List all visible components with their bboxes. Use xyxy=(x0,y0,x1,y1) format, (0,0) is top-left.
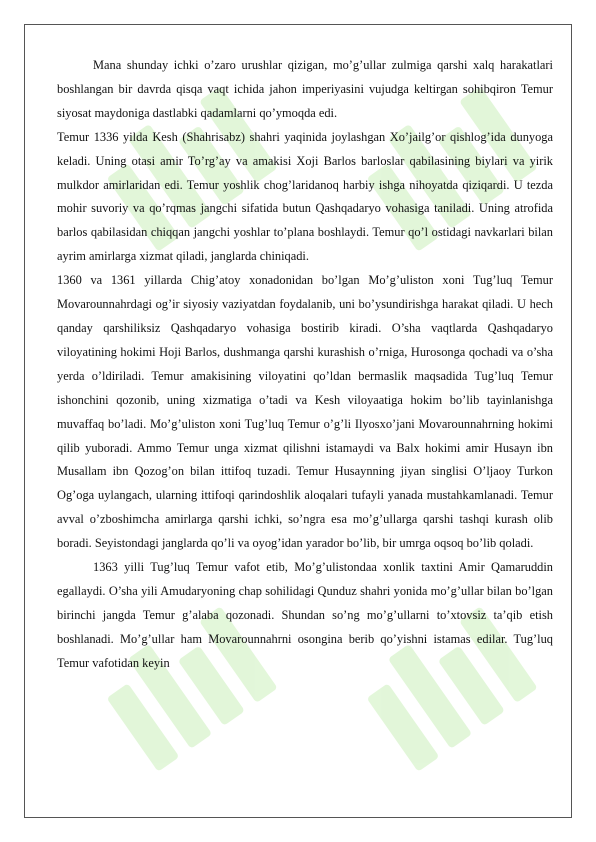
paragraph-1: Mana shunday ichki o’zaro urushlar qizigan, mo’g’ullar zulmiga qarshi xalq harakatlari boshlangan bir davrda qisqa vaqt ichida jahon imperiyasini vujudga keltirgan sohibqiron Temur siyosat maydoniga dastlabki qadamlarni qo’ymoqda edi. xyxy=(57,58,553,120)
paragraph-2: Temur 1336 yilda Kesh (Shahrisabz) shahri yaqinida joylashgan Xo’jailg’or qishlog’ida dunyoga keladi. Uning otasi amir To’rg’ay va amakisi Xoji Barlos barloslar qabilasining biylari va yirik mulkdor amirlaridan edi. Temur yoshlik chog’laridanoq harbiy ishga nihoyatda qiziqardi. U tezda mohir suvoriy va qo’rqmas jangchi sifatida butun Qashqadaryo vohasiga taniladi. Uning atrofida barlos qabilasidan chiqqan jangchi yoshlar to’plana boshlaydi. Temur qo’l ostidagi navkarlari bilan ayrim amirlarga xizmat qiladi, janglarda chiniqadi. xyxy=(57,129,553,264)
paragraph-4: 1363 yilli Tug’luq Temur vafot etib, Mo’g’ulistondaa xonlik taxtini Amir Qamaruddin egallaydi. O’sha yili Amudaryoning chap sohilidagi Qunduz shahri yonida mo’g’ullar bilan bo’lgan birinchi jangda Temur g’alaba qozonadi. Shundan so’ng mo’g’ullarni to’xtovsiz ta’qib etish boshlanadi. Mo’g’ullar ham Movarounnahrni osongina berib qo’yishni istamas edilar. Tug’luq Temur vafotidan keyin xyxy=(57,560,553,670)
paragraph-3: 1360 va 1361 yillarda Chig’atoy xonadonidan bo’lgan Mo’g’uliston xoni Tug’luq Temur Movarounnahrdagi og’ir siyosiy vaziyatdan foydalanib, uni bo’ysundirishga harakat qiladi. U hech qanday qarshiliksiz Qashqadaryo vohasiga bostirib kiradi. O’sha vaqtlarda Qashqadaryo viloyatining hokimi Hoji Barlos, dushmanga qarshi kurashish o’rniga, Hurosonga qochadi va o’sha yerda o’ldiriladi. Temur amakisining viloyatini qo’ldan bermaslik maqsadida Tug’luq Temur ishonchini qozonib, uning xizmatiga o’tadi va Kesh viloyaatiga hokim bo’lib tayinlanishga muvaffaq bo’ladi. Mo’g’uliston xoni Tug’luq Temur o’g’li Ilyosxo’jani Movarounnahrning hokimi qilib yuboradi. Ammo Temur unga xizmat qilishni istamaydi va Balx hokimi amir Husayn ibn Musallam ibn Qozog’on bilan ittifoq tuzadi. Temur Husaynning jiyan singlisi O’ljaoy Turkon Og’oga uylangach, ularning ittifoqi qarindoshlik aloqalari tufayli yanada mustahkamlanadi. Temur avval o’zboshimcha amirlarga qarshi ichki, so’ngra esa mo’g’ullarga qarshi tashqi kurash olib boradi. Seyistondagi janglarda qo’li va oyog’idan yarador bo’lib, bir umrga oqsoq bo’lib qoladi. xyxy=(57,273,553,551)
document-body xyxy=(57,54,553,676)
